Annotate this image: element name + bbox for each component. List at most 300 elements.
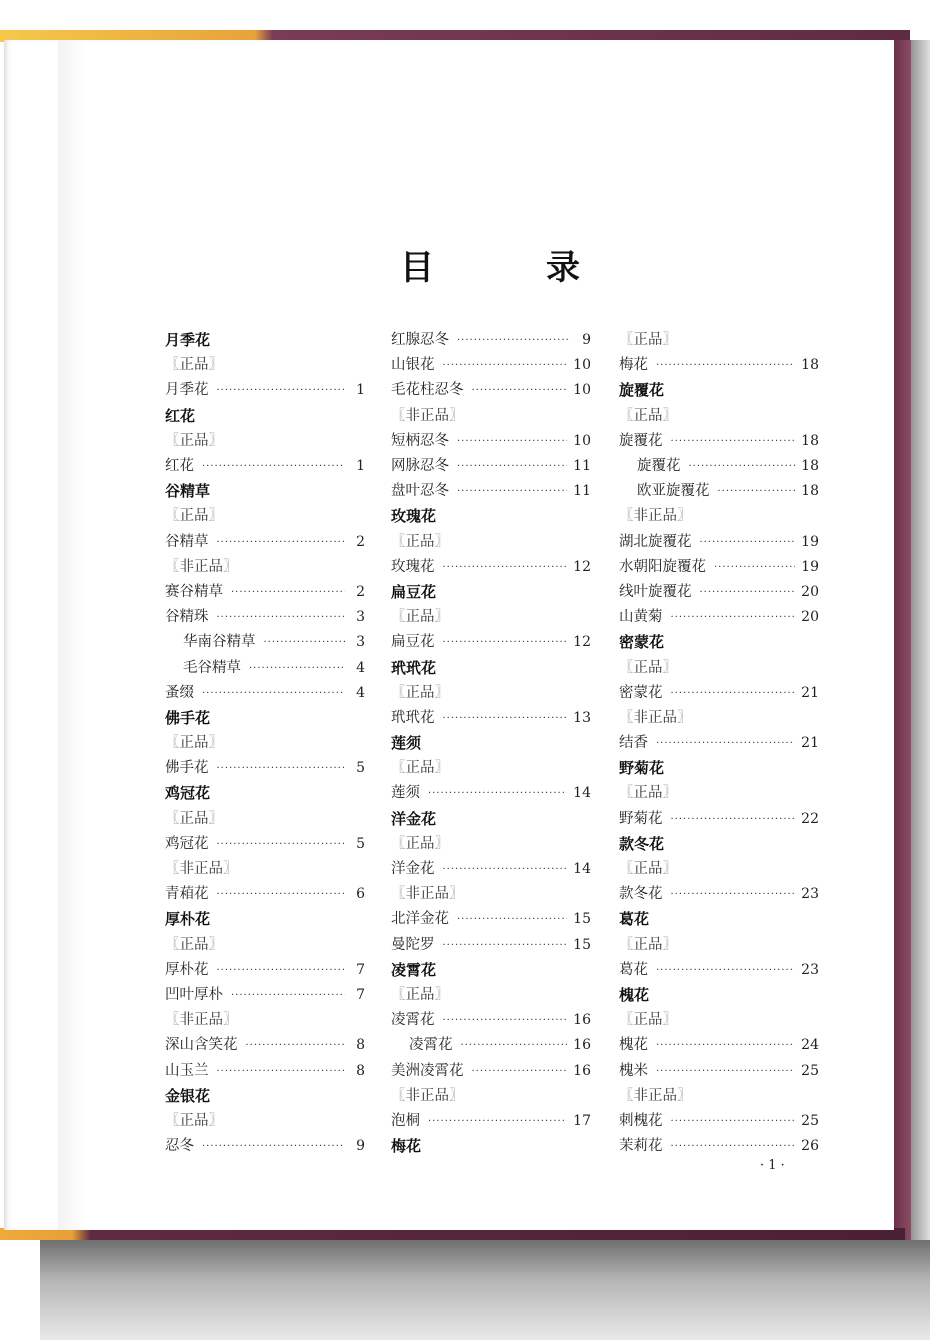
toc-entry[interactable] <box>619 429 819 454</box>
bracket-open-glyph: 〖 <box>619 1012 634 1029</box>
entry-page-number: 14 <box>573 785 591 802</box>
category-text: 正品 <box>405 609 435 626</box>
section-title: 鸡冠花 <box>165 784 211 803</box>
toc-entry[interactable] <box>391 706 591 731</box>
bracket-close-glyph: 〗 <box>208 508 223 525</box>
entry-page-number: 23 <box>801 961 819 978</box>
toc-column-3 <box>619 328 819 1159</box>
entry-name: 红花 <box>165 458 194 475</box>
entry-page-number: 23 <box>801 886 819 903</box>
bracket-open-glyph: 〖 <box>391 407 406 424</box>
entry-name: 山玉兰 <box>165 1062 209 1079</box>
toc-category-label <box>619 504 819 529</box>
bracket-open-glyph: 〖 <box>165 1112 180 1129</box>
section-title: 谷精草 <box>165 482 211 501</box>
category-text: 正品 <box>179 735 209 752</box>
entry-page-number: 16 <box>573 1037 591 1054</box>
entry-page-number: 21 <box>801 735 819 752</box>
toc-column-2 <box>391 328 591 1159</box>
bracket-open-glyph: 〖 <box>165 432 180 449</box>
toc-section-heading[interactable] <box>391 1134 591 1159</box>
category-text: 正品 <box>179 432 209 449</box>
toc-entry[interactable] <box>165 378 365 403</box>
category-text: 非正品 <box>179 558 223 575</box>
section-title: 扁豆花 <box>391 582 437 601</box>
toc-section-heading[interactable] <box>165 1084 365 1109</box>
toc-section-heading[interactable] <box>619 832 819 857</box>
dot-leader <box>671 882 796 907</box>
toc-section-heading[interactable] <box>619 756 819 781</box>
toc-entry[interactable] <box>391 933 591 958</box>
section-title: 玫瑰花 <box>391 507 437 526</box>
toc-section-heading[interactable] <box>165 404 365 429</box>
category-text: 正品 <box>633 1012 663 1029</box>
bracket-close-glyph: 〗 <box>662 659 677 676</box>
toc-entry[interactable] <box>165 454 365 479</box>
bracket-close-glyph: 〗 <box>677 508 692 525</box>
toc-entry[interactable] <box>165 882 365 907</box>
category-text: 正品 <box>633 659 663 676</box>
bracket-close-glyph: 〗 <box>677 1087 692 1104</box>
toc-entry[interactable] <box>619 807 819 832</box>
toc-category-label <box>619 404 819 429</box>
toc-entry[interactable] <box>165 1033 365 1058</box>
toc-entry[interactable] <box>619 1109 819 1134</box>
entry-name: 泡桐 <box>391 1112 420 1129</box>
toc-entry[interactable] <box>619 882 819 907</box>
bracket-open-glyph: 〖 <box>391 986 406 1003</box>
toc-section-heading[interactable] <box>391 731 591 756</box>
entry-page-number: 1 <box>356 458 365 475</box>
entry-page-number: 15 <box>573 911 591 928</box>
dot-leader <box>231 580 345 605</box>
toc-entry[interactable] <box>165 832 365 857</box>
entry-page-number: 2 <box>356 583 365 600</box>
toc-category-label <box>619 328 819 353</box>
entry-page-number: 9 <box>356 1138 365 1155</box>
dot-leader <box>443 933 568 958</box>
section-title: 槐花 <box>619 985 650 1004</box>
dot-leader <box>202 454 345 479</box>
dot-leader <box>457 429 567 454</box>
toc-category-label <box>619 1084 819 1109</box>
section-title: 月季花 <box>165 331 211 350</box>
toc-entry[interactable] <box>619 958 819 983</box>
bracket-close-glyph: 〗 <box>434 609 449 626</box>
toc-category-label <box>391 404 591 429</box>
toc-category-label <box>165 857 365 882</box>
category-text: 正品 <box>633 332 663 349</box>
entry-name: 水朝阳旋覆花 <box>619 558 706 575</box>
bracket-open-glyph: 〖 <box>391 533 406 550</box>
category-text: 非正品 <box>179 861 223 878</box>
entry-page-number: 9 <box>582 332 591 349</box>
entry-name: 凌霄花 <box>409 1037 453 1054</box>
section-title: 旋覆花 <box>619 381 665 400</box>
toc-entry[interactable] <box>165 1058 365 1083</box>
category-text: 正品 <box>633 936 663 953</box>
section-title: 野菊花 <box>619 759 665 778</box>
category-text: 非正品 <box>633 709 677 726</box>
entry-name: 湖北旋覆花 <box>619 533 692 550</box>
category-text: 正品 <box>633 861 663 878</box>
bracket-close-glyph: 〗 <box>662 407 677 424</box>
bracket-close-glyph: 〗 <box>662 332 677 349</box>
entry-name: 茉莉花 <box>619 1138 663 1155</box>
entry-page-number: 8 <box>356 1037 365 1054</box>
bracket-open-glyph: 〖 <box>391 609 406 626</box>
bracket-close-glyph: 〗 <box>677 709 692 726</box>
toc-entry[interactable] <box>619 681 819 706</box>
category-text: 正品 <box>179 508 209 525</box>
toc-category-label <box>165 1008 365 1033</box>
entry-page-number: 19 <box>801 558 819 575</box>
toc-category-label <box>391 681 591 706</box>
toc-category-label <box>391 530 591 555</box>
entry-page-number: 18 <box>801 357 819 374</box>
bracket-open-glyph: 〖 <box>619 508 634 525</box>
bracket-open-glyph: 〖 <box>165 810 180 827</box>
toc-entry[interactable] <box>619 1058 819 1083</box>
page-number: · 1 · <box>760 1158 785 1173</box>
toc-category-label <box>619 1008 819 1033</box>
entry-page-number: 16 <box>573 1062 591 1079</box>
toc-section-heading[interactable] <box>165 907 365 932</box>
entry-name: 山银花 <box>391 357 435 374</box>
bracket-close-glyph: 〗 <box>208 1112 223 1129</box>
dot-leader <box>671 429 796 454</box>
bracket-open-glyph: 〖 <box>165 558 180 575</box>
toc-entry[interactable] <box>391 454 591 479</box>
category-text: 非正品 <box>633 508 677 525</box>
dot-leader <box>472 378 568 403</box>
toc-entry[interactable] <box>391 857 591 882</box>
dot-leader <box>443 857 568 882</box>
entry-name: 扁豆花 <box>391 634 435 651</box>
entry-page-number: 16 <box>573 1012 591 1029</box>
bracket-close-glyph: 〗 <box>434 760 449 777</box>
section-title: 佛手花 <box>165 708 211 727</box>
toc-section-heading[interactable] <box>165 781 365 806</box>
entry-page-number: 24 <box>801 1037 819 1054</box>
entry-page-number: 3 <box>356 609 365 626</box>
entry-name: 鸡冠花 <box>165 835 209 852</box>
page-title <box>400 240 580 289</box>
bracket-close-glyph: 〗 <box>434 684 449 701</box>
entry-name: 葛花 <box>619 961 648 978</box>
toc-entry[interactable] <box>619 530 819 555</box>
toc-entry[interactable] <box>165 605 365 630</box>
dot-leader <box>656 731 795 756</box>
toc-entry[interactable] <box>165 756 365 781</box>
toc-section-heading[interactable] <box>165 706 365 731</box>
toc-subentry[interactable] <box>165 630 365 655</box>
toc-entry[interactable] <box>391 1058 591 1083</box>
entry-name: 短柄忍冬 <box>391 432 449 449</box>
toc-entry[interactable] <box>165 530 365 555</box>
dot-leader <box>671 1134 796 1159</box>
entry-name: 玳玳花 <box>391 709 435 726</box>
toc-category-label <box>619 781 819 806</box>
entry-page-number: 5 <box>356 835 365 852</box>
entry-name: 红腺忍冬 <box>391 332 449 349</box>
section-title: 厚朴花 <box>165 910 211 929</box>
toc-column-1 <box>165 328 365 1159</box>
section-title: 凌霄花 <box>391 960 437 979</box>
entry-page-number: 4 <box>356 659 365 676</box>
dot-leader <box>443 1008 568 1033</box>
toc-category-label <box>619 706 819 731</box>
toc-section-heading[interactable] <box>619 983 819 1008</box>
entry-name: 结香 <box>619 735 648 752</box>
entry-name: 线叶旋覆花 <box>619 583 692 600</box>
toc-section-heading[interactable] <box>391 958 591 983</box>
dot-leader <box>246 1033 346 1058</box>
toc-entry[interactable] <box>619 1134 819 1159</box>
toc-category-label <box>619 857 819 882</box>
toc-entry[interactable] <box>391 429 591 454</box>
bracket-close-glyph: 〗 <box>662 1012 677 1029</box>
toc-entry[interactable] <box>391 781 591 806</box>
category-text: 正品 <box>405 684 435 701</box>
entry-name: 盘叶忍冬 <box>391 483 449 500</box>
entry-page-number: 26 <box>801 1138 819 1155</box>
dot-leader <box>217 1059 346 1084</box>
bracket-open-glyph: 〖 <box>619 407 634 424</box>
toc-category-label <box>165 807 365 832</box>
entry-page-number: 1 <box>356 382 365 399</box>
bracket-open-glyph: 〖 <box>391 760 406 777</box>
entry-name: 洋金花 <box>391 861 435 878</box>
toc-entry[interactable] <box>619 353 819 378</box>
dot-leader <box>700 530 796 555</box>
toc-category-label <box>165 353 365 378</box>
toc-section-heading[interactable] <box>391 580 591 605</box>
toc-section-heading[interactable] <box>391 807 591 832</box>
section-title: 玳玳花 <box>391 658 437 677</box>
bracket-close-glyph: 〗 <box>208 735 223 752</box>
section-title: 密蒙花 <box>619 633 665 652</box>
book-cover-right-edge <box>893 40 911 1240</box>
section-title: 梅花 <box>391 1137 422 1156</box>
toc-section-heading[interactable] <box>391 504 591 529</box>
entry-name: 网脉忍冬 <box>391 458 449 475</box>
dot-leader <box>656 1059 795 1084</box>
entry-name: 忍冬 <box>165 1138 194 1155</box>
toc-entry[interactable] <box>391 1008 591 1033</box>
toc-entry[interactable] <box>391 555 591 580</box>
dot-leader <box>457 454 567 479</box>
entry-page-number: 18 <box>801 432 819 449</box>
dot-leader <box>671 1109 796 1134</box>
entry-page-number: 8 <box>356 1062 365 1079</box>
dot-leader <box>217 530 346 555</box>
category-text: 正品 <box>179 936 209 953</box>
toc-entry[interactable] <box>619 605 819 630</box>
entry-name: 曼陀罗 <box>391 936 435 953</box>
entry-name: 青葙花 <box>165 886 209 903</box>
category-text: 正品 <box>405 835 435 852</box>
entry-name: 山黄菊 <box>619 609 663 626</box>
bracket-open-glyph: 〖 <box>619 659 634 676</box>
toc-entry[interactable] <box>619 731 819 756</box>
bracket-open-glyph: 〖 <box>619 709 634 726</box>
dot-leader <box>443 706 568 731</box>
bracket-close-glyph: 〗 <box>662 861 677 878</box>
toc-entry[interactable] <box>165 681 365 706</box>
bracket-close-glyph: 〗 <box>208 357 223 374</box>
bracket-open-glyph: 〖 <box>165 936 180 953</box>
entry-name: 凌霄花 <box>391 1012 435 1029</box>
toc-section-heading[interactable] <box>165 328 365 353</box>
category-text: 正品 <box>633 407 663 424</box>
bracket-close-glyph: 〗 <box>208 432 223 449</box>
dot-leader <box>656 1033 795 1058</box>
entry-page-number: 14 <box>573 861 591 878</box>
entry-name: 赛谷精草 <box>165 583 223 600</box>
entry-page-number: 20 <box>801 583 819 600</box>
dot-leader <box>217 832 346 857</box>
entry-name: 野菊花 <box>619 810 663 827</box>
entry-page-number: 11 <box>573 483 591 500</box>
toc-category-label <box>165 555 365 580</box>
entry-page-number: 12 <box>573 634 591 651</box>
bracket-open-glyph: 〖 <box>619 861 634 878</box>
section-title: 款冬花 <box>619 834 665 853</box>
toc-entry[interactable] <box>391 479 591 504</box>
dot-leader <box>428 1109 567 1134</box>
toc-entry[interactable] <box>391 378 591 403</box>
entry-page-number: 7 <box>356 986 365 1003</box>
toc-entry[interactable] <box>391 1109 591 1134</box>
toc-entry[interactable] <box>391 630 591 655</box>
dot-leader <box>718 479 796 504</box>
toc-category-label <box>165 1109 365 1134</box>
toc-category-label <box>619 655 819 680</box>
toc-entry[interactable] <box>165 580 365 605</box>
bracket-open-glyph: 〖 <box>391 886 406 903</box>
bracket-open-glyph: 〖 <box>391 835 406 852</box>
bracket-close-glyph: 〗 <box>662 785 677 802</box>
entry-name: 毛花柱忍冬 <box>391 382 464 399</box>
category-text: 正品 <box>633 785 663 802</box>
toc-entry[interactable] <box>391 328 591 353</box>
dot-leader <box>443 353 568 378</box>
toc-section-heading[interactable] <box>619 630 819 655</box>
bracket-open-glyph: 〖 <box>619 936 634 953</box>
toc-subentry[interactable] <box>619 454 819 479</box>
entry-name: 欧亚旋覆花 <box>637 483 710 500</box>
entry-name: 旋覆花 <box>619 432 663 449</box>
toc-section-heading[interactable] <box>391 655 591 680</box>
category-text: 非正品 <box>405 886 449 903</box>
dot-leader <box>671 605 796 630</box>
entry-name: 凹叶厚朴 <box>165 986 223 1003</box>
bracket-open-glyph: 〖 <box>165 861 180 878</box>
bracket-open-glyph: 〖 <box>165 735 180 752</box>
entry-name: 佛手花 <box>165 760 209 777</box>
entry-page-number: 18 <box>801 483 819 500</box>
entry-page-number: 12 <box>573 558 591 575</box>
toc-section-heading[interactable] <box>619 378 819 403</box>
toc-entry[interactable] <box>391 907 591 932</box>
entry-name: 厚朴花 <box>165 961 209 978</box>
toc-entry[interactable] <box>619 1033 819 1058</box>
entry-name: 玫瑰花 <box>391 558 435 575</box>
bracket-close-glyph: 〗 <box>449 407 464 424</box>
entry-page-number: 2 <box>356 533 365 550</box>
bracket-close-glyph: 〗 <box>223 558 238 575</box>
toc-entry[interactable] <box>165 958 365 983</box>
bracket-open-glyph: 〖 <box>391 1087 406 1104</box>
toc-entry[interactable] <box>391 353 591 378</box>
bracket-open-glyph: 〖 <box>619 785 634 802</box>
dot-leader <box>457 328 571 353</box>
entry-page-number: 21 <box>801 684 819 701</box>
entry-name: 华南谷精草 <box>183 634 256 651</box>
toc-category-label <box>391 1084 591 1109</box>
bracket-close-glyph: 〗 <box>223 861 238 878</box>
entry-name: 月季花 <box>165 382 209 399</box>
entry-name: 款冬花 <box>619 886 663 903</box>
toc-entry[interactable] <box>619 580 819 605</box>
dot-leader <box>443 555 568 580</box>
dot-leader <box>457 479 567 504</box>
entry-name: 蚤缀 <box>165 684 194 701</box>
category-text: 正品 <box>179 1112 209 1129</box>
page-title-char-1: 目 <box>400 248 434 288</box>
entry-page-number: 10 <box>573 357 591 374</box>
toc-section-heading[interactable] <box>165 479 365 504</box>
toc-category-label <box>391 756 591 781</box>
category-text: 非正品 <box>405 1087 449 1104</box>
section-title: 莲须 <box>391 734 422 753</box>
entry-page-number: 17 <box>573 1112 591 1129</box>
bracket-open-glyph: 〖 <box>619 332 634 349</box>
dot-leader <box>217 958 346 983</box>
entry-name: 毛谷精草 <box>183 659 241 676</box>
bracket-open-glyph: 〖 <box>619 1087 634 1104</box>
category-text: 非正品 <box>179 1012 223 1029</box>
toc-entry[interactable] <box>165 1134 365 1159</box>
dot-leader <box>714 555 795 580</box>
entry-page-number: 4 <box>356 684 365 701</box>
dot-leader <box>656 958 795 983</box>
bracket-open-glyph: 〖 <box>165 1012 180 1029</box>
bracket-close-glyph: 〗 <box>449 1087 464 1104</box>
toc-category-label <box>391 882 591 907</box>
dot-leader <box>202 681 345 706</box>
dot-leader <box>249 656 345 681</box>
bracket-close-glyph: 〗 <box>208 810 223 827</box>
bracket-close-glyph: 〗 <box>434 986 449 1003</box>
entry-name: 深山含笑花 <box>165 1037 238 1054</box>
toc-section-heading[interactable] <box>619 907 819 932</box>
bracket-close-glyph: 〗 <box>223 1012 238 1029</box>
page-shadow-bottom <box>40 1240 930 1340</box>
entry-page-number: 18 <box>801 458 819 475</box>
dot-leader <box>461 1033 568 1058</box>
bracket-open-glyph: 〖 <box>165 508 180 525</box>
dot-leader <box>671 681 796 706</box>
toc-entry[interactable] <box>619 555 819 580</box>
entry-name: 美洲凌霄花 <box>391 1062 464 1079</box>
toc-subentry[interactable] <box>619 479 819 504</box>
category-text: 正品 <box>405 986 435 1003</box>
toc-subentry[interactable] <box>391 1033 591 1058</box>
toc-entry[interactable] <box>165 983 365 1008</box>
toc-subentry[interactable] <box>165 655 365 680</box>
